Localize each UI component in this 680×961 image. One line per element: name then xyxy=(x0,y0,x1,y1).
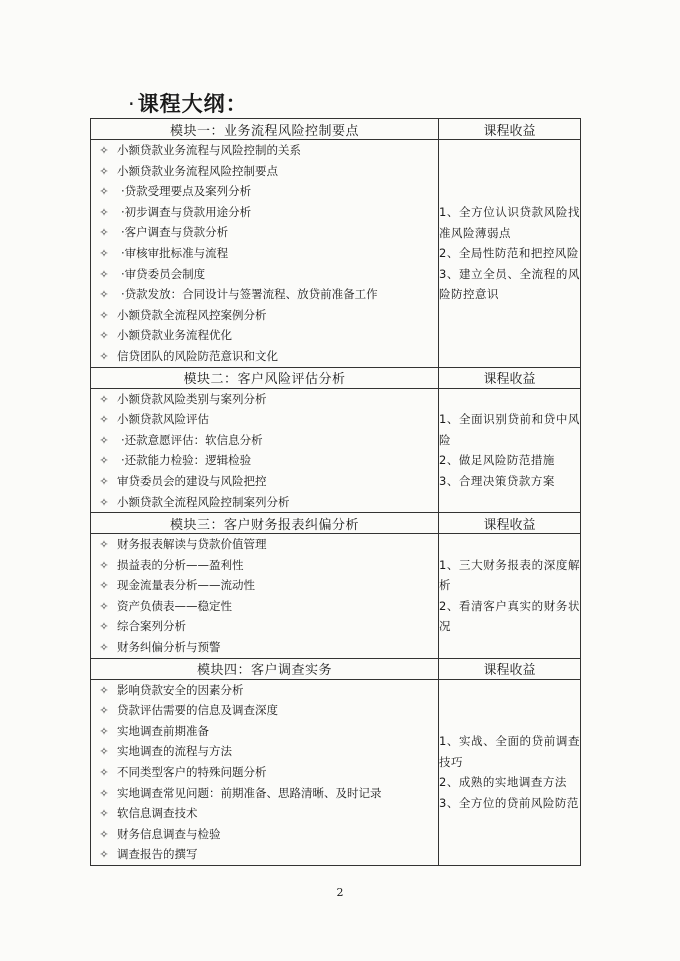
diamond-bullet-icon: ✧ xyxy=(99,308,109,322)
course-outline-table xyxy=(90,118,581,866)
diamond-bullet-icon: ✧ xyxy=(99,433,109,447)
list-item-text: 信贷团队的风险防范意识和文化 xyxy=(117,348,278,363)
module-item-list xyxy=(91,534,439,659)
benefit-item: 1、三大财务报表的深度解析 xyxy=(439,557,580,593)
list-item xyxy=(91,575,438,596)
diamond-bullet-icon: ✧ xyxy=(99,185,109,199)
benefit-item: 1、全面识别贷前和贷中风险 xyxy=(439,412,580,447)
list-item xyxy=(91,721,438,742)
list-item-text: 财务信息调查与检验 xyxy=(117,826,221,841)
list-item-text: 影响贷款安全的因素分析 xyxy=(117,682,244,697)
list-item-text: 不同类型客户的特殊问题分析 xyxy=(117,765,267,780)
page-number: 2 xyxy=(336,886,344,899)
list-item-text: 小额贷款风险评估 xyxy=(117,412,209,427)
benefit-heading: 课程收益 xyxy=(439,513,581,534)
list-item xyxy=(91,555,438,576)
list-item xyxy=(91,430,438,451)
list-item xyxy=(91,616,438,637)
list-item-text: 小额贷款业务流程风险控制要点 xyxy=(117,163,278,178)
list-item xyxy=(91,803,438,824)
diamond-bullet-icon: ✧ xyxy=(99,683,109,697)
list-item xyxy=(91,741,438,762)
diamond-bullet-icon: ✧ xyxy=(99,226,109,240)
module-item-list xyxy=(91,679,439,865)
diamond-bullet-icon: ✧ xyxy=(99,599,109,613)
diamond-bullet-icon: ✧ xyxy=(99,724,109,738)
module-heading: 模块三：客户财务报表纠偏分析 xyxy=(91,513,439,534)
benefit-item: 2、看清客户真实的财务状况 xyxy=(439,598,580,634)
list-item-text: ·贷款受理要点及案列分析 xyxy=(121,184,252,199)
module-heading: 模块二：客户风险评估分析 xyxy=(91,367,439,388)
diamond-bullet-icon: ✧ xyxy=(99,246,109,260)
list-item-text: 综合案列分析 xyxy=(117,619,186,634)
diamond-bullet-icon: ✧ xyxy=(99,848,109,862)
list-item xyxy=(91,596,438,617)
benefit-item: 2、成熟的实地调查方法 xyxy=(439,775,567,790)
diamond-bullet-icon: ✧ xyxy=(99,827,109,841)
benefit-list xyxy=(439,534,581,659)
list-item xyxy=(91,325,438,346)
list-item xyxy=(91,243,438,264)
list-item xyxy=(91,389,438,410)
benefit-item: 3、建立全员、全流程的风险防控意识 xyxy=(439,266,580,302)
list-item-text: ·审贷委员会制度 xyxy=(121,266,206,281)
list-item-text: 小额贷款业务流程优化 xyxy=(117,328,232,343)
list-item-text: 小额贷款全流程风险控制案列分析 xyxy=(117,494,290,509)
diamond-bullet-icon: ✧ xyxy=(99,392,109,406)
module-item-list xyxy=(91,388,439,513)
diamond-bullet-icon: ✧ xyxy=(99,745,109,759)
diamond-bullet-icon: ✧ xyxy=(99,620,109,634)
benefit-heading: 课程收益 xyxy=(439,367,581,388)
diamond-bullet-icon: ✧ xyxy=(99,766,109,780)
benefit-item: 2、全局性防范和把控风险 xyxy=(439,246,579,261)
benefit-heading: 课程收益 xyxy=(439,119,581,140)
list-item xyxy=(91,222,438,243)
list-item xyxy=(91,305,438,326)
list-item xyxy=(91,762,438,783)
list-item-text: 小额贷款业务流程与风险控制的关系 xyxy=(117,143,301,157)
diamond-bullet-icon: ✧ xyxy=(99,495,109,509)
diamond-bullet-icon: ✧ xyxy=(99,641,109,655)
list-item xyxy=(91,680,438,701)
list-item-text: ·审核审批标准与流程 xyxy=(121,245,229,260)
list-item-text: 小额贷款风险类别与案列分析 xyxy=(117,391,267,406)
list-item-text: ·贷款发放：合同设计与签署流程、放贷前准备工作 xyxy=(121,287,378,302)
diamond-bullet-icon: ✧ xyxy=(99,205,109,219)
module-heading: 模块一：业务流程风险控制要点 xyxy=(91,119,439,140)
list-item-text: 财务报表解读与贷款价值管理 xyxy=(117,537,267,552)
module-body-row xyxy=(91,534,581,659)
list-item xyxy=(91,264,438,285)
list-item xyxy=(91,346,438,367)
diamond-bullet-icon: ✧ xyxy=(99,538,109,552)
list-item-text: 财务纠偏分析与预警 xyxy=(117,640,221,655)
list-item-text: 实地调查前期准备 xyxy=(117,723,209,738)
list-item-text: ·客户调查与贷款分析 xyxy=(121,225,229,240)
list-item xyxy=(91,202,438,223)
diamond-bullet-icon: ✧ xyxy=(99,413,109,427)
list-item-text: ·还款能力检验：逻辑检验 xyxy=(121,453,252,468)
benefit-list xyxy=(439,679,581,865)
diamond-bullet-icon: ✧ xyxy=(99,807,109,821)
benefit-item: 3、全方位的贷前风险防范 xyxy=(439,795,579,810)
diamond-bullet-icon: ✧ xyxy=(99,267,109,281)
diamond-bullet-icon: ✧ xyxy=(99,349,109,363)
diamond-bullet-icon: ✧ xyxy=(99,144,109,157)
module-item-list xyxy=(91,140,439,368)
list-item-text: ·初步调查与贷款用途分析 xyxy=(121,204,252,219)
benefit-list xyxy=(439,388,581,513)
diamond-bullet-icon: ✧ xyxy=(99,786,109,800)
list-item xyxy=(91,140,438,161)
list-item-text: 审贷委员会的建设与风险把控 xyxy=(117,473,267,488)
benefit-item: 1、实战、全面的贷前调查技巧 xyxy=(439,734,580,769)
list-item xyxy=(91,284,438,305)
benefit-heading: 课程收益 xyxy=(439,658,581,679)
list-item-text: 实地调查常见问题：前期准备、思路清晰、及时记录 xyxy=(117,785,382,800)
benefit-item: 1、全方位认识贷款风险找准风险薄弱点 xyxy=(439,205,580,240)
module-header-row xyxy=(91,513,581,534)
diamond-bullet-icon: ✧ xyxy=(99,288,109,302)
page-title: · 课程大纲： xyxy=(128,88,248,118)
list-item xyxy=(91,534,438,555)
module-body-row xyxy=(91,388,581,513)
diamond-bullet-icon: ✧ xyxy=(99,164,109,178)
list-item xyxy=(91,700,438,721)
list-item xyxy=(91,409,438,430)
list-item-text: ·还款意愿评估：软信息分析 xyxy=(121,432,263,447)
list-item xyxy=(91,471,438,492)
list-item-text: 现金流量表分析——流动性 xyxy=(117,578,255,593)
diamond-bullet-icon: ✧ xyxy=(99,558,109,572)
benefit-item: 2、做足风险防范措施 xyxy=(439,453,555,468)
diamond-bullet-icon: ✧ xyxy=(99,704,109,718)
module-header-row xyxy=(91,367,581,388)
list-item xyxy=(91,450,438,471)
list-item-text: 贷款评估需要的信息及调查深度 xyxy=(117,703,278,718)
module-header-row xyxy=(91,119,581,140)
list-item xyxy=(91,783,438,804)
diamond-bullet-icon: ✧ xyxy=(99,474,109,488)
list-item-text: 小额贷款全流程风控案例分析 xyxy=(117,307,267,322)
diamond-bullet-icon: ✧ xyxy=(99,454,109,468)
list-item-text: 调查报告的撰写 xyxy=(117,847,198,862)
list-item xyxy=(91,637,438,658)
list-item xyxy=(91,181,438,202)
diamond-bullet-icon: ✧ xyxy=(99,329,109,343)
module-body-row xyxy=(91,679,581,865)
list-item-text: 实地调查的流程与方法 xyxy=(117,744,232,759)
module-header-row xyxy=(91,658,581,679)
list-item-text: 损益表的分析——盈利性 xyxy=(117,557,244,572)
list-item xyxy=(91,844,438,865)
list-item-text: 资产负债表——稳定性 xyxy=(117,598,232,613)
list-item xyxy=(91,824,438,845)
list-item-text: 软信息调查技术 xyxy=(117,806,198,821)
list-item xyxy=(91,492,438,513)
module-heading: 模块四：客户调查实务 xyxy=(91,658,439,679)
diamond-bullet-icon: ✧ xyxy=(99,579,109,593)
benefit-item: 3、合理决策贷款方案 xyxy=(439,473,555,488)
benefit-list xyxy=(439,140,581,368)
module-body-row xyxy=(91,140,581,368)
list-item xyxy=(91,161,438,182)
